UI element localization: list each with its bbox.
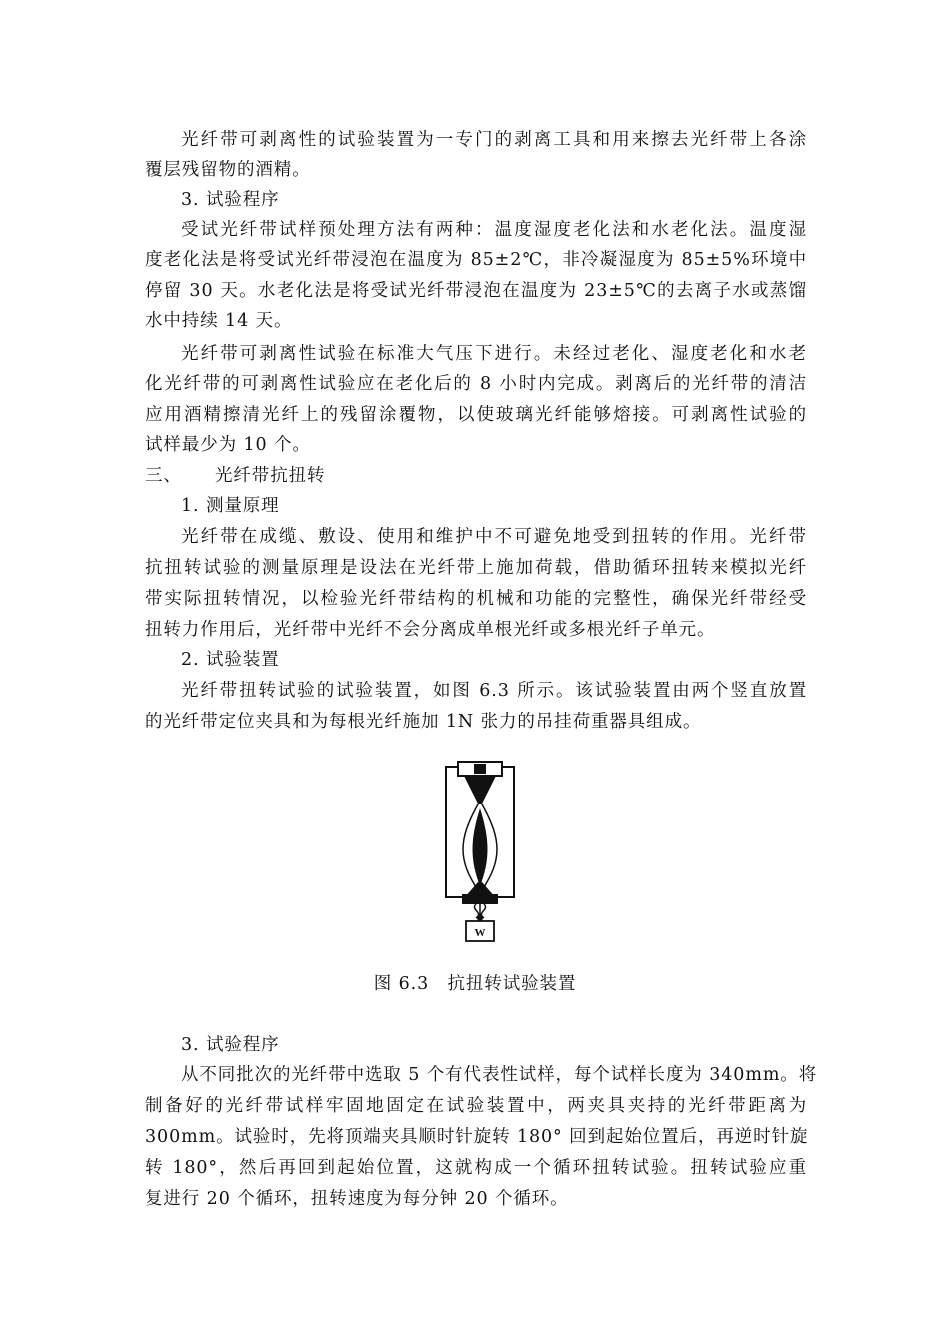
subheading: 2. 试验装置: [181, 650, 280, 670]
paragraph-line: 试样最少为 10 个。: [145, 435, 311, 455]
paragraph-line: 300mm。试验时，先将顶端夹具顺时针旋转 180° 回到起始位置后，再逆时针旋: [145, 1127, 809, 1147]
paragraph-line: 扭转力作用后，光纤带中光纤不会分离成单根光纤或多根光纤子单元。: [145, 620, 716, 640]
hook: [477, 915, 483, 921]
paragraph-line: 水中持续 14 天。: [145, 311, 293, 331]
subheading: 3. 试验程序: [181, 190, 280, 210]
ribbon-twist: [473, 808, 488, 886]
section-heading: [145, 463, 807, 489]
paragraph-line: 光纤带在成缆、敷设、使用和维护中不可避免地受到扭转的作用。光纤带: [181, 527, 807, 547]
section-title: 光纤带抗扭转: [215, 466, 326, 486]
figure-caption: 图 6.3 抗扭转试验装置: [373, 974, 577, 994]
top-clamp-block: [474, 764, 486, 774]
paragraph-line: 光纤带可剥离性的试验装置为一专门的剥离工具和用来擦去光纤带上各涂: [181, 130, 807, 150]
paragraph-line: 光纤带可剥离性试验在标准大气压下进行。未经过老化、湿度老化和水老: [181, 344, 807, 364]
paragraph-line: 从不同批次的光纤带中选取 5 个有代表性试样，每个试样长度为 340mm。将: [181, 1065, 818, 1085]
top-funnel: [464, 776, 496, 804]
section-number: 三、: [145, 466, 182, 486]
paragraph-line: 带实际扭转情况，以检验光纤带结构的机械和功能的完整性，确保光纤带经受: [145, 589, 807, 609]
paragraph-line: 覆层残留物的酒精。: [145, 160, 311, 180]
twist-test-apparatus-figure: [440, 760, 520, 945]
paragraph-line: 转 180°，然后再回到起始位置，这就构成一个循环扭转试验。扭转试验应重: [145, 1158, 807, 1178]
paragraph-line: 制备好的光纤带试样牢固地固定在试验装置中，两夹具夹持的光纤带距离为: [145, 1096, 807, 1116]
paragraph-line: 光纤带扭转试验的试验装置，如图 6.3 所示。该试验装置由两个竖直放置: [181, 681, 807, 701]
paragraph-line: 应用酒精擦清光纤上的残留涂覆物，以使玻璃光纤能够熔接。可剥离性试验的: [145, 405, 807, 425]
paragraph-line: 停留 30 天。水老化法是将受试光纤带浸泡在温度为 23±5℃的去离子水或蒸馏: [145, 281, 807, 301]
paragraph-line: 抗扭转试验的测量原理是设法在光纤带上施加荷载，借助循环扭转来模拟光纤: [145, 558, 807, 578]
paragraph-line: 复进行 20 个循环，扭转速度为每分钟 20 个循环。: [145, 1189, 569, 1209]
subheading: 3. 试验程序: [181, 1035, 280, 1055]
paragraph-line: 度老化法是将受试光纤带浸泡在温度为 85±2℃，非冷凝湿度为 85±5%环境中: [145, 250, 807, 270]
subheading: 1. 测量原理: [181, 496, 280, 516]
paragraph-line: 受试光纤带试样预处理方法有两种：温度湿度老化法和水老化法。温度湿: [181, 220, 807, 240]
paragraph-line: 的光纤带定位夹具和为每根光纤施加 1N 张力的吊挂荷重器具组成。: [145, 712, 702, 732]
paragraph-line: 化光纤带的可剥离性试验应在老化后的 8 小时内完成。剥离后的光纤带的清洁: [145, 374, 807, 394]
weight-label: W: [474, 927, 486, 939]
bottom-clamp: [462, 894, 498, 904]
